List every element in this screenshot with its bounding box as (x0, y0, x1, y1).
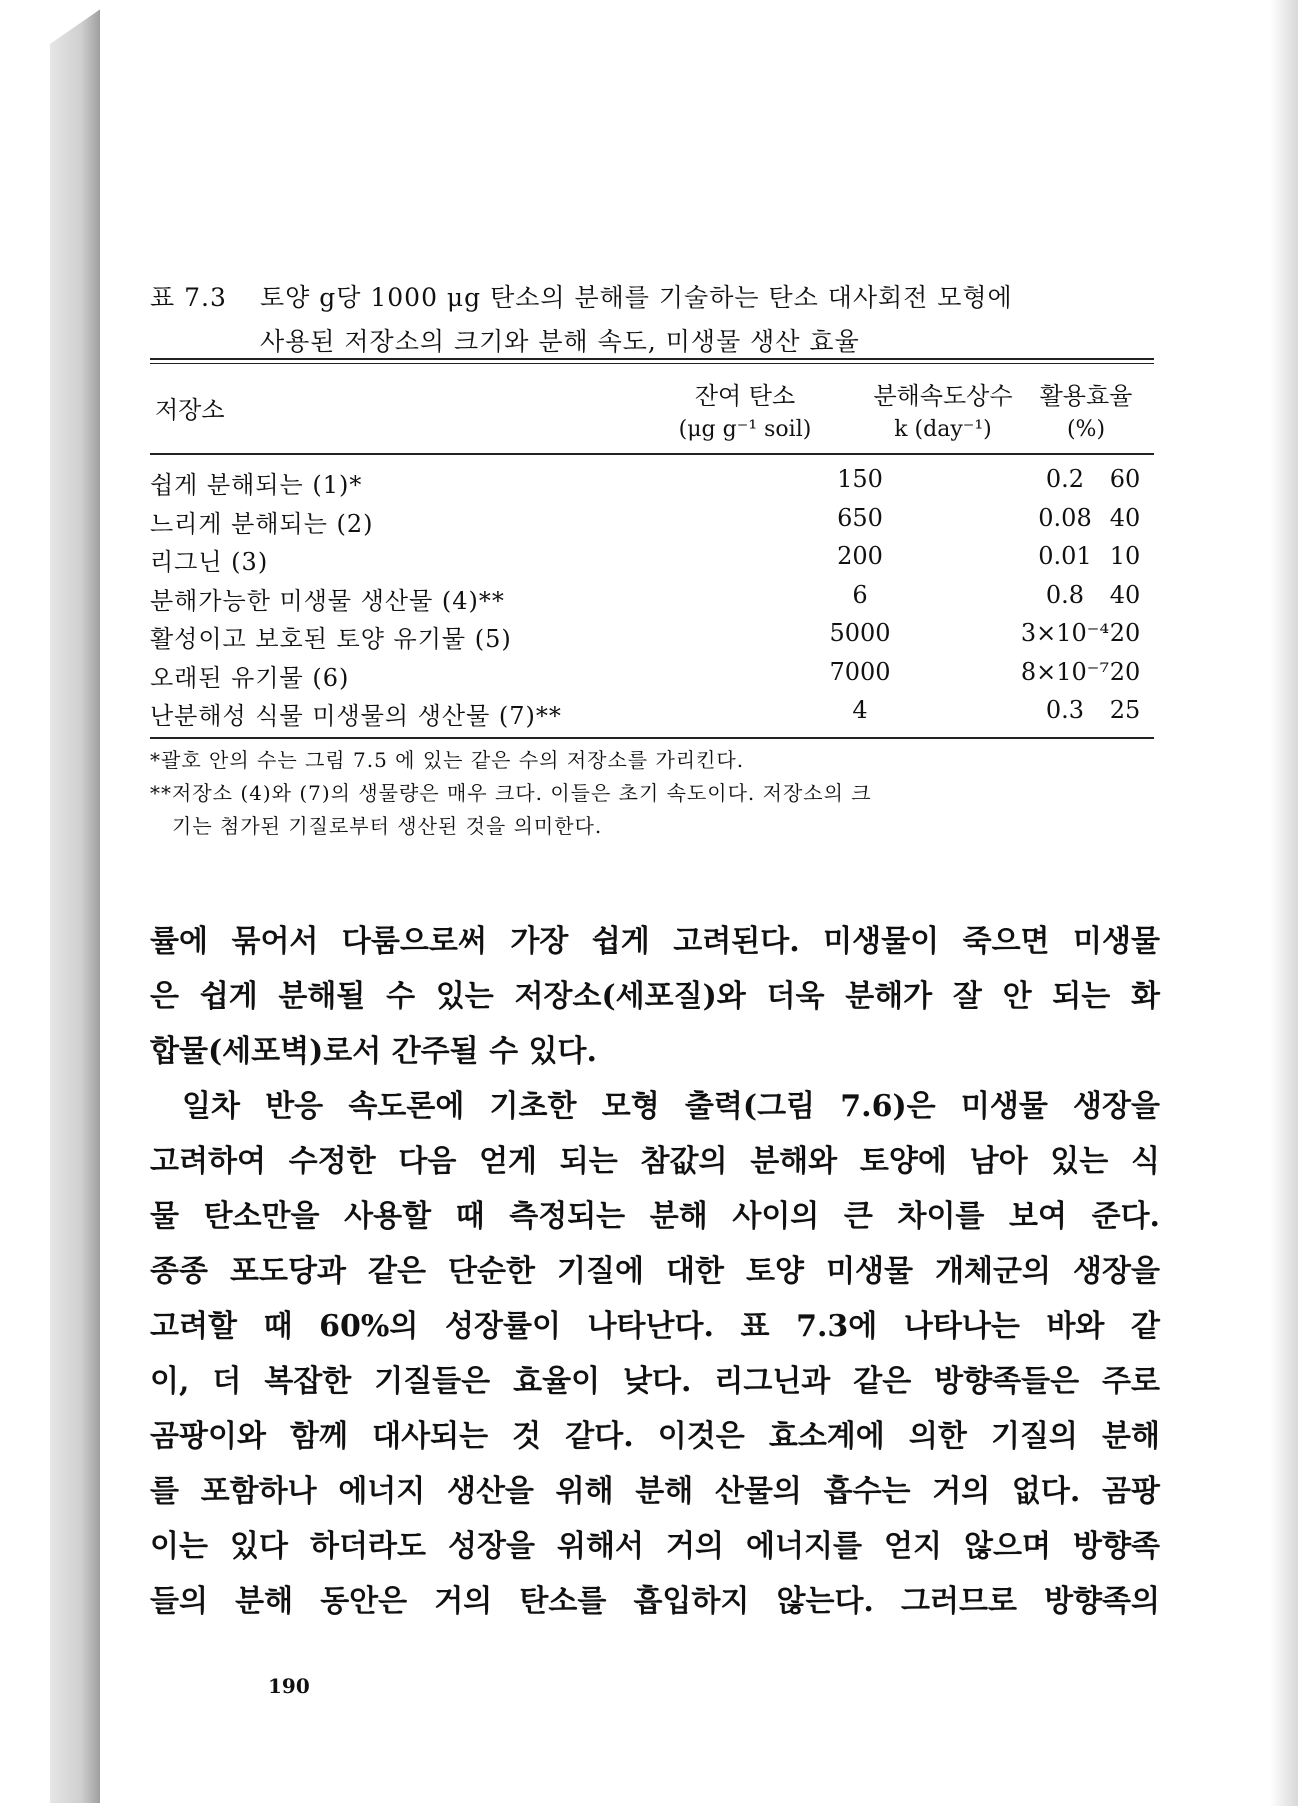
cell-rate: 8×10⁻⁷ (1020, 657, 1110, 686)
cell-rate: 0.3 (1045, 696, 1085, 724)
cell-efficiency: 25 (1109, 696, 1141, 724)
table-number: 표 7.3 (150, 283, 227, 312)
cell-efficiency: 40 (1109, 503, 1141, 532)
cell-carbon: 650 (837, 503, 883, 532)
caption-line-2: 사용된 저장소의 크기와 분해 속도, 미생물 생산 효율 (260, 327, 860, 356)
cell-reservoir: 난분해성 식물 미생물의 생산물 (7)** (150, 702, 562, 730)
body-line: 곰팡이와 함께 대사되는 것 같다. 이것은 효소계에 의한 기질의 분해 (150, 1419, 1160, 1454)
table-top-rule (150, 358, 1154, 360)
cell-carbon: 7000 (829, 657, 891, 686)
table-row (150, 619, 1160, 658)
header-efficiency (1016, 376, 1156, 442)
table-bottom-rule (150, 737, 1154, 739)
page-edge-shadow (1270, 0, 1298, 1806)
table-row (150, 465, 1160, 504)
body-line: 고려하여 수정한 다음 얻게 되는 참값의 분해와 토양에 남아 있는 식 (150, 1144, 1160, 1179)
book-edge (50, 8, 102, 1803)
body-line: 합물(세포벽)로서 간주될 수 있다. (150, 1034, 597, 1069)
footnote-1: *괄호 안의 수는 그림 7.5 에 있는 같은 수의 저장소를 가리킨다. (150, 748, 745, 772)
body-line: 들의 분해 동안은 거의 탄소를 흡입하지 않는다. 그러므로 방향족의 (150, 1584, 1160, 1619)
cell-carbon: 4 (852, 696, 868, 724)
header-carbon-unit: (μg g⁻¹ soil) (678, 417, 812, 442)
table-row (150, 658, 1160, 697)
cell-efficiency: 40 (1109, 580, 1141, 609)
page-number: 190 (268, 1674, 310, 1698)
header-efficiency-unit: (%) (1066, 417, 1106, 442)
table-body (150, 465, 1160, 735)
body-line: 이, 더 복잡한 기질들은 효율이 낮다. 리그닌과 같은 방향족들은 주로 (150, 1364, 1160, 1399)
table-row (150, 696, 1160, 735)
body-line: 종종 포도당과 같은 단순한 기질에 대한 토양 미생물 개체군의 생장을 (150, 1254, 1160, 1289)
cell-rate: 3×10⁻⁴ (1020, 619, 1110, 647)
cell-efficiency: 60 (1109, 465, 1141, 493)
body-line: 일차 반응 속도론에 기초한 모형 출력(그림 7.6)은 미생물 생장을 (182, 1089, 1160, 1124)
cell-efficiency: 20 (1109, 619, 1141, 647)
cell-rate: 0.01 (1038, 542, 1092, 570)
body-line: 를 포함하나 에너지 생산을 위해 분해 산물의 흡수는 거의 없다. 곰팡 (150, 1474, 1160, 1509)
body-line: 이는 있다 하더라도 성장을 위해서 거의 에너지를 얻지 않으며 방향족 (150, 1529, 1160, 1564)
header-rate-unit: k (day⁻¹) (894, 417, 992, 442)
header-rate-label: 분해속도상수 (873, 382, 1013, 410)
cell-rate: 0.2 (1045, 465, 1085, 493)
header-carbon-label: 잔여 탄소 (694, 382, 796, 410)
cell-reservoir: 쉽게 분해되는 (1)* (150, 471, 363, 499)
table-row (150, 581, 1160, 620)
cell-rate: 0.8 (1045, 580, 1085, 609)
table-top-rule-2 (150, 363, 1154, 364)
cell-reservoir: 리그닌 (3) (150, 548, 269, 576)
table-footnotes (150, 744, 1160, 843)
cell-reservoir: 분해가능한 미생물 생산물 (4)** (150, 586, 505, 615)
cell-reservoir: 활성이고 보호된 토양 유기물 (5) (150, 625, 512, 653)
cell-carbon: 5000 (829, 619, 891, 647)
header-rate (848, 376, 1038, 442)
cell-reservoir: 느리게 분해되는 (2) (150, 509, 374, 538)
table-header-rule (150, 453, 1154, 455)
caption-line-1: 토양 g당 1000 μg 탄소의 분해를 기술하는 탄소 대사회전 모형에 (260, 283, 1013, 312)
footnote-2: **저장소 (4)와 (7)의 생물량은 매우 크다. 이들은 초기 속도이다. 저장소의 크 (150, 781, 872, 805)
cell-reservoir: 오래된 유기물 (6) (150, 663, 350, 692)
cell-efficiency: 10 (1109, 542, 1141, 570)
body-line: 은 쉽게 분해될 수 있는 저장소(세포질)와 더욱 분해가 잘 안 되는 화 (150, 979, 1160, 1014)
cell-carbon: 150 (837, 465, 883, 493)
body-line: 률에 묶어서 다룸으로써 가장 쉽게 고려된다. 미생물이 죽으면 미생물 (150, 924, 1160, 959)
body-text (150, 914, 1160, 1629)
table-row (150, 542, 1160, 581)
table-caption (150, 276, 1162, 364)
header-carbon (625, 376, 865, 442)
cell-efficiency: 20 (1109, 657, 1141, 686)
cell-rate: 0.08 (1038, 503, 1092, 532)
footnote-2-continued: 기는 첨가된 기질로부터 생산된 것을 의미한다. (172, 814, 603, 838)
cell-carbon: 200 (837, 542, 883, 570)
header-reservoir: 저장소 (155, 396, 225, 424)
cell-carbon: 6 (852, 580, 868, 609)
body-line: 물 탄소만을 사용할 때 측정되는 분해 사이의 큰 차이를 보여 준다. (150, 1199, 1160, 1234)
body-line: 고려할 때 60%의 성장률이 나타난다. 표 7.3에 나타나는 바와 같 (150, 1309, 1160, 1344)
table-row (150, 504, 1160, 543)
header-efficiency-label: 활용효율 (1039, 382, 1133, 410)
